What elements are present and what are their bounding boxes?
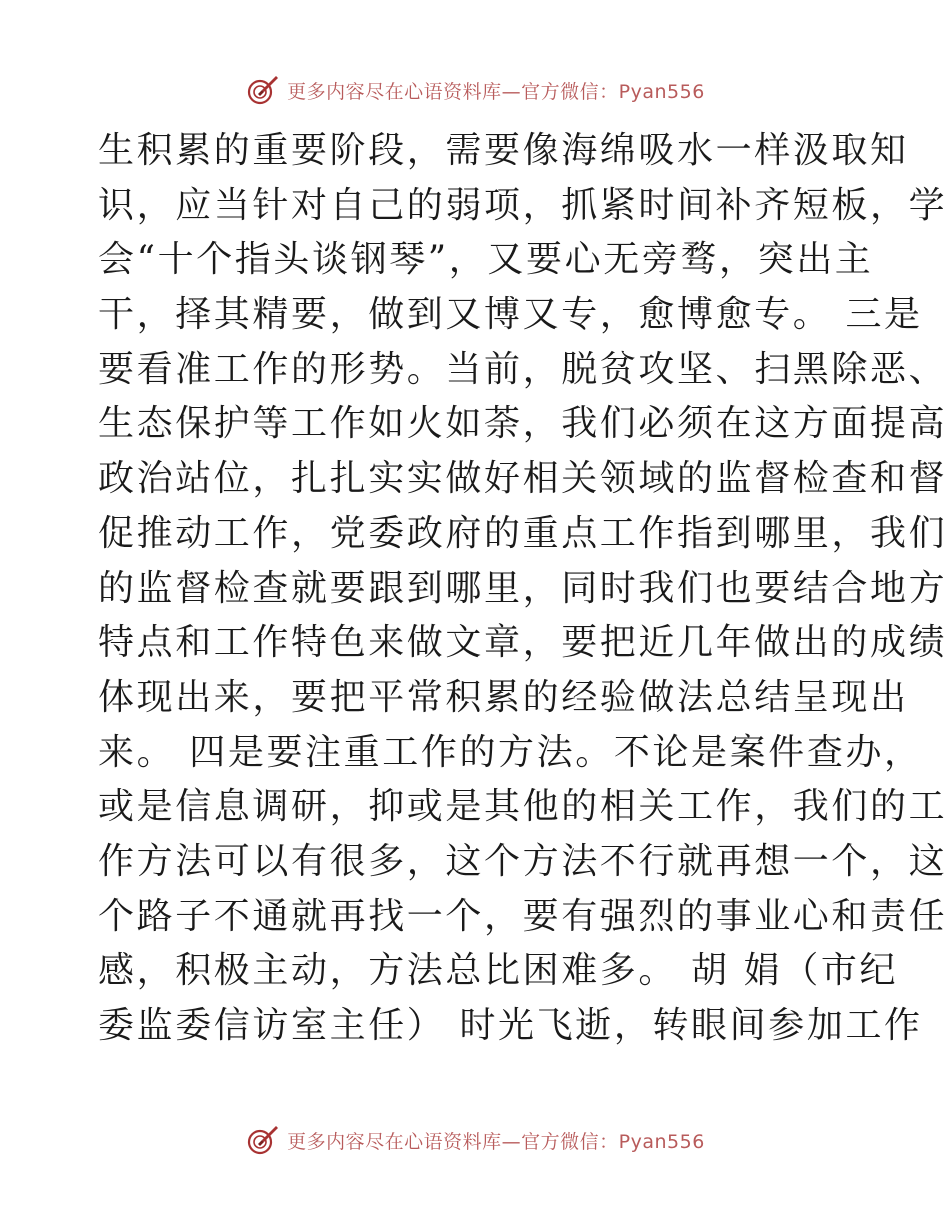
body-line: 作方法可以有很多，这个方法不行就再想一个，这 xyxy=(98,840,948,882)
body-line: 生积累的重要阶段，需要像海绵吸水一样汲取知 xyxy=(98,130,909,171)
quill-pen-logo-icon xyxy=(245,72,281,108)
body-line: 的监督检查就要跟到哪里，同时我们也要结合地方 xyxy=(98,567,948,609)
body-line: 或是信息调研，抑或是其他的相关工作，我们的工 xyxy=(98,786,948,828)
body-line: 会“十个指头谈钢琴”，又要心无旁骛，突出主 xyxy=(98,239,874,281)
footer-banner-text: 更多内容尽在心语资料库—官方微信：Pyan556 xyxy=(287,1130,705,1153)
body-line: 感，积极主动，方法总比困难多。 胡 娟（市纪 xyxy=(98,950,899,992)
body-line: 个路子不通就再找一个，要有强烈的事业心和责任 xyxy=(98,895,948,937)
body-line: 政治站位，扎扎实实做好相关领域的监督检查和督 xyxy=(98,458,948,500)
body-line: 委监委信访室主任） 时光飞逝，转眼间参加工作 xyxy=(98,1005,923,1046)
footer-banner xyxy=(0,1118,950,1162)
document-body xyxy=(98,124,948,1054)
body-line: 体现出来，要把平常积累的经验做法总结呈现出 xyxy=(98,676,909,718)
body-line: 干，择其精要，做到又博又专，愈博愈专。 三是 xyxy=(98,294,923,336)
header-banner-text: 更多内容尽在心语资料库—官方微信：Pyan556 xyxy=(287,80,705,103)
body-line: 生态保护等工作如火如荼，我们必须在这方面提高 xyxy=(98,403,948,445)
body-line: 特点和工作特色来做文章，要把近几年做出的成绩 xyxy=(98,622,948,664)
body-line: 来。 四是要注重工作的方法。不论是案件查办， xyxy=(98,731,923,773)
header-banner xyxy=(0,68,950,112)
quill-pen-logo-icon xyxy=(245,1122,281,1158)
body-line: 要看准工作的形势。当前，脱贫攻坚、扫黑除恶、 xyxy=(98,348,948,390)
body-line: 促推动工作，党委政府的重点工作指到哪里，我们 xyxy=(98,512,948,554)
body-line: 识，应当针对自己的弱项，抓紧时间补齐短板，学 xyxy=(98,184,948,226)
